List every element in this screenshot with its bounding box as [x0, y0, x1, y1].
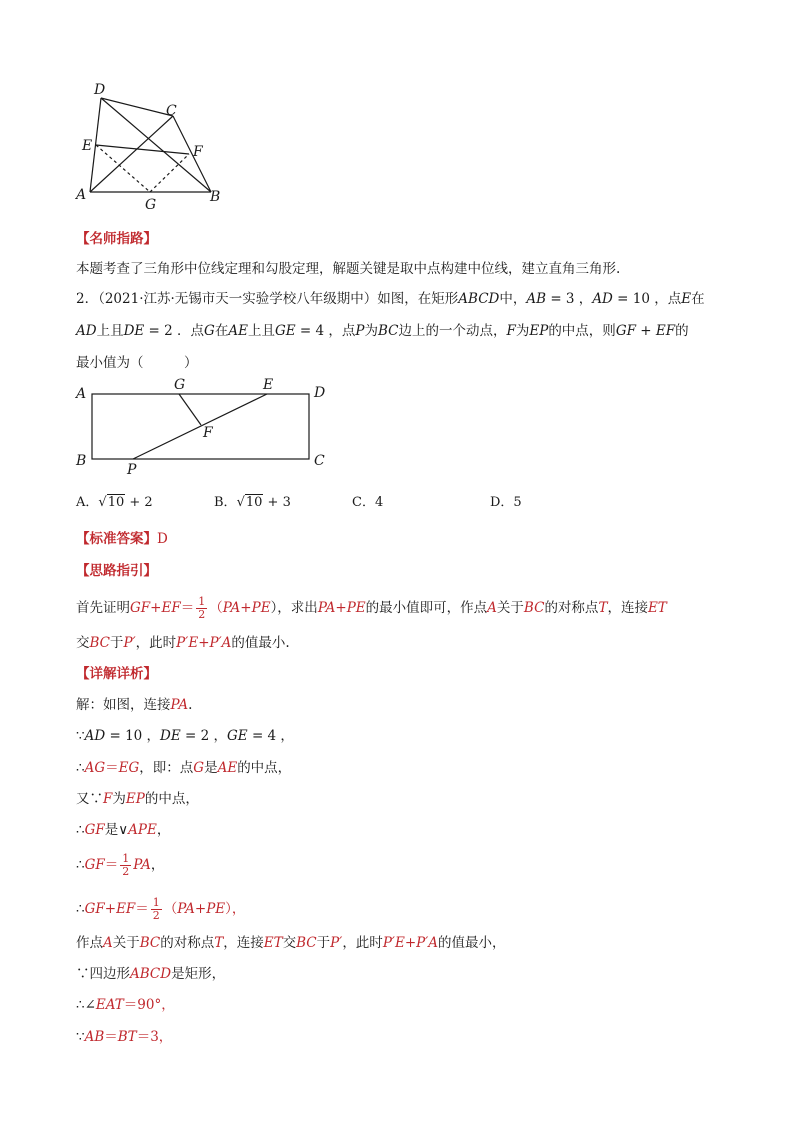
fraction-half: $\frac{1}{2}$: [122, 852, 130, 878]
fraction-half: $\frac{1}{2}$: [152, 896, 160, 922]
label-F: F: [193, 144, 203, 160]
sqrt-symbol: √: [98, 495, 107, 510]
segment-GF: [179, 394, 201, 425]
answer-heading: 【标准答案】: [76, 531, 157, 547]
problem-line-3: 最小值为（ ）: [76, 355, 198, 371]
solution-line-11: ∵AB＝BT＝3，: [76, 1029, 173, 1045]
hint-text: 本题考查了三角形中位线定理和勾股定理，解题关键是取中点构建中位线，建立直角三角形.: [76, 261, 621, 277]
segment-EG-dashed: [96, 145, 150, 192]
label-D: D: [314, 385, 326, 401]
answer-line: [76, 529, 168, 549]
solution-line-9: ∵四边形ABCD是矩形，: [76, 966, 226, 982]
solution-line-5: ∴GF是∨APE，: [76, 822, 171, 838]
idea-line-1: 首先证明GF+EF＝ $\frac{1}{2}$ （PA+PE），求出PA+PE的最小值即可，作点A关于BC的对称点T，连接ET: [76, 595, 667, 621]
label-B: B: [210, 189, 221, 205]
label-C: C: [166, 103, 177, 119]
idea-heading: 【思路指引】: [76, 563, 157, 579]
detail-heading: 【详解详析】: [76, 666, 157, 682]
segment-EF: [96, 145, 189, 154]
figure-quadrilateral: [70, 78, 230, 213]
solution-line-6: ∴GF＝ $\frac{1}{2}$ PA，: [76, 852, 165, 878]
hint-heading: 【名师指路】: [76, 231, 157, 247]
solution-line-7: ∴GF+EF＝ $\frac{1}{2}$ （PA+PE），: [76, 896, 246, 922]
label-C: C: [314, 453, 325, 469]
label-G: G: [174, 377, 186, 393]
idea-line-2: 交BC于P′，此时P′E+P′A的值最小.: [76, 635, 290, 651]
segment-AC: [90, 116, 173, 192]
figure-rectangle: [70, 374, 340, 479]
label-P: P: [127, 462, 137, 478]
segment-GF-dashed: [150, 154, 189, 192]
segment-CB: [173, 116, 211, 192]
label-F: F: [203, 425, 213, 441]
segment-EP: [133, 394, 267, 459]
fraction-half: $\frac{1}{2}$: [198, 595, 206, 621]
choice-d: D．5: [490, 495, 522, 510]
label-E: E: [263, 377, 274, 393]
solution-line-1: 解：如图，连接PA.: [76, 697, 193, 713]
choice-c: C．4: [352, 495, 384, 510]
solution-line-10: ∴∠EAT＝90°，: [76, 997, 175, 1013]
label-A: A: [76, 187, 87, 203]
label-E: E: [82, 138, 93, 154]
sqrt-symbol: √: [236, 495, 245, 510]
solution-line-4: 又∵F为EP的中点，: [76, 791, 199, 807]
label-G: G: [145, 197, 157, 213]
solution-line-2: ∵AD = 10 ，DE = 2 ，GE = 4 ，: [76, 728, 294, 744]
problem-line-2: AD上且DE = 2 ．点G在AE上且GE = 4 ，点P为BC边上的一个动点，F为EP的中点，则GF + EF的: [76, 323, 689, 339]
label-B: B: [76, 453, 87, 469]
solution-line-3: ∴AG＝EG，即：点G是AE的中点，: [76, 760, 292, 776]
label-A: A: [76, 386, 87, 402]
choice-a: A．√10 + 2: [76, 495, 153, 510]
answer-value: D: [157, 531, 168, 547]
choice-b: B．√10 + 3: [214, 495, 291, 510]
label-D: D: [94, 82, 106, 98]
solution-line-8: 作点A关于BC的对称点T，连接ET交BC于P′，此时P′E+P′A的值最小，: [76, 935, 506, 951]
problem-line-1: 2．（2021·江苏·无锡市天一实验学校八年级期中）如图，在矩形ABCD中，AB = 3 ，AD = 10 ，点E在: [76, 291, 705, 307]
